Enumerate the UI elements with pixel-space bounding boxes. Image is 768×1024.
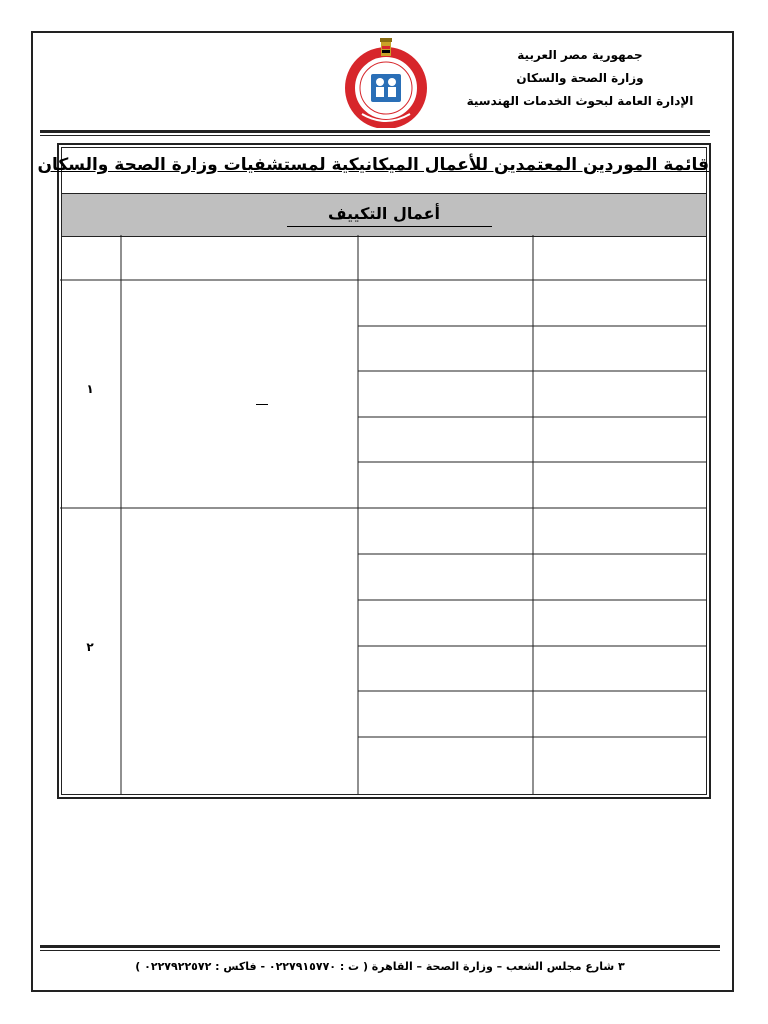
section-title-underline: [287, 226, 492, 227]
suppliers-table-box: [37, 143, 711, 799]
header-department: الإدارة العامة لبحوث الخدمات الهندسية: [466, 94, 694, 108]
header-divider: [40, 130, 710, 136]
header-block: [450, 44, 710, 113]
footer-address: ٣ شارع مجلس الشعب – وزارة الصحة – القاهرة ( ت : ٠٢٢٧٩١٥٧٧٠ - فاكس : ٠٢٢٧٩٢٢٥٧٢ ): [135, 960, 625, 973]
section-title: أعمال التكييف: [327, 204, 441, 223]
row-number-1: ١: [86, 382, 94, 396]
header-ministry: وزارة الصحة والسكان: [516, 71, 644, 85]
footer-divider: [40, 945, 720, 951]
document-title: قائمة الموردين المعتمدين للأعمال الميكانيكية لمستشفيات وزارة الصحة والسكان: [37, 155, 709, 175]
row-1-name-placeholder: [256, 404, 268, 405]
row-number-2: ٢: [86, 640, 94, 654]
section-header-band: [62, 193, 706, 237]
header-country: جمهورية مصر العربية: [517, 48, 643, 62]
ministry-logo: [340, 36, 432, 128]
